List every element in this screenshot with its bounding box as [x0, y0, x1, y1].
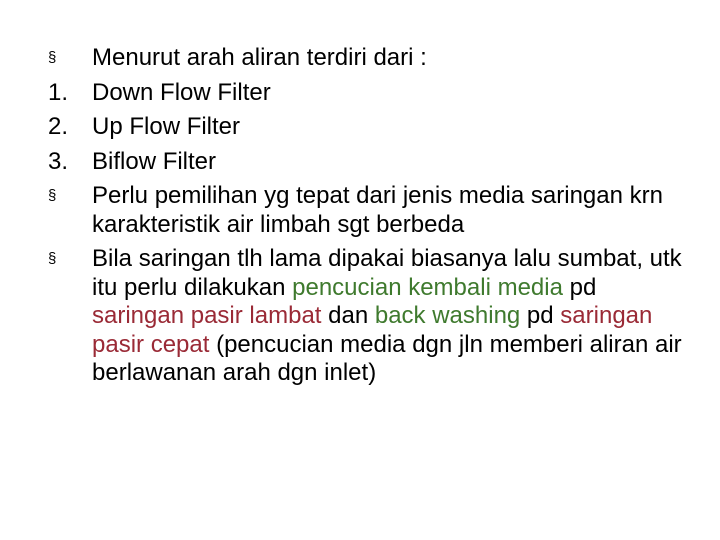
list-item-text: Perlu pemilihan yg tepat dari jenis media saringan krn karakteristik air limbah sgt berbeda — [92, 182, 663, 238]
list-number: 3. — [48, 147, 69, 175]
list-number: 1. — [48, 78, 69, 106]
list-item-text — [92, 245, 688, 388]
highlight-text-red: saringan pasir cepat — [92, 302, 653, 358]
list-item — [48, 182, 688, 239]
list-item-text: Up Flow Filter — [92, 113, 241, 140]
list-item-text: Biflow Filter — [92, 147, 217, 175]
list-item — [48, 79, 688, 108]
list-item — [48, 245, 688, 388]
list-item-text: Menurut arah aliran terdiri dari : — [92, 44, 427, 71]
bullet-icon: § — [48, 187, 57, 204]
content-list — [48, 44, 688, 394]
highlight-text-red: saringan pasir lambat — [92, 302, 322, 329]
list-item — [48, 44, 688, 73]
list-item — [48, 113, 688, 142]
text-segment: Bila saringan tlh lama dipakai biasanya lalu sumbat, utk itu perlu dilakukan — [92, 245, 682, 301]
highlight-text-green: pencucian kembali media — [292, 273, 563, 301]
text-segment: pd — [520, 302, 561, 329]
list-item-text: Down Flow Filter — [92, 78, 271, 106]
list-number: 2. — [48, 113, 69, 140]
text-segment: pd — [562, 273, 597, 301]
highlight-text-green: back washing — [374, 302, 521, 329]
text-segment: (pencucian media dgn jln memberi aliran air berlawanan arah dgn inlet) — [92, 330, 682, 386]
bullet-icon: § — [48, 250, 57, 267]
list-item — [48, 148, 688, 177]
text-segment: dan — [321, 302, 375, 329]
bullet-icon: § — [48, 49, 57, 66]
